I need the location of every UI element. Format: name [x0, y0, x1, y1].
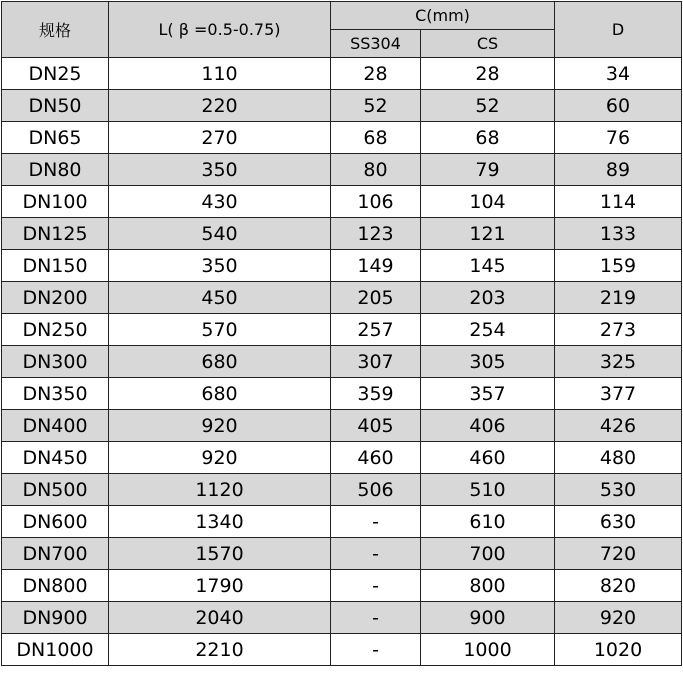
cell-d: 820	[555, 570, 682, 602]
cell-c-cs: 28	[421, 58, 555, 90]
cell-spec: DN450	[2, 442, 109, 474]
table-row	[2, 474, 682, 506]
cell-d: 60	[555, 90, 682, 122]
cell-c-ss304: -	[331, 506, 421, 538]
table-row	[2, 442, 682, 474]
header-row-top	[2, 2, 682, 30]
cell-c-ss304: 506	[331, 474, 421, 506]
cell-c-cs: 700	[421, 538, 555, 570]
cell-length: 270	[109, 122, 331, 154]
cell-c-ss304: 307	[331, 346, 421, 378]
table-header	[2, 2, 682, 58]
cell-length: 1120	[109, 474, 331, 506]
cell-c-cs: 406	[421, 410, 555, 442]
cell-c-ss304: 80	[331, 154, 421, 186]
cell-d: 920	[555, 602, 682, 634]
header-d: D	[555, 2, 682, 58]
cell-c-ss304: 149	[331, 250, 421, 282]
cell-c-ss304: 205	[331, 282, 421, 314]
header-length: L( β =0.5-0.75)	[109, 2, 331, 58]
cell-length: 2040	[109, 602, 331, 634]
cell-d: 480	[555, 442, 682, 474]
cell-d: 159	[555, 250, 682, 282]
table-row	[2, 90, 682, 122]
table-row	[2, 58, 682, 90]
cell-spec: DN300	[2, 346, 109, 378]
cell-length: 350	[109, 154, 331, 186]
cell-c-cs: 68	[421, 122, 555, 154]
table-row	[2, 218, 682, 250]
cell-c-ss304: 460	[331, 442, 421, 474]
cell-spec: DN200	[2, 282, 109, 314]
cell-spec: DN600	[2, 506, 109, 538]
cell-length: 1570	[109, 538, 331, 570]
cell-length: 110	[109, 58, 331, 90]
table-row	[2, 154, 682, 186]
cell-spec: DN900	[2, 602, 109, 634]
cell-d: 426	[555, 410, 682, 442]
cell-c-cs: 1000	[421, 634, 555, 666]
cell-length: 540	[109, 218, 331, 250]
cell-c-ss304: 28	[331, 58, 421, 90]
cell-length: 570	[109, 314, 331, 346]
table-row	[2, 410, 682, 442]
cell-c-ss304: 359	[331, 378, 421, 410]
cell-length: 680	[109, 346, 331, 378]
header-c-ss304: SS304	[331, 30, 421, 58]
table-row	[2, 506, 682, 538]
cell-d: 76	[555, 122, 682, 154]
cell-c-ss304: -	[331, 570, 421, 602]
cell-length: 1790	[109, 570, 331, 602]
cell-c-cs: 145	[421, 250, 555, 282]
header-c-group: C(mm)	[331, 2, 555, 30]
cell-spec: DN80	[2, 154, 109, 186]
cell-c-cs: 510	[421, 474, 555, 506]
cell-length: 680	[109, 378, 331, 410]
cell-spec: DN250	[2, 314, 109, 346]
cell-d: 133	[555, 218, 682, 250]
cell-spec: DN350	[2, 378, 109, 410]
cell-length: 430	[109, 186, 331, 218]
table-row	[2, 378, 682, 410]
cell-length: 920	[109, 410, 331, 442]
cell-c-cs: 203	[421, 282, 555, 314]
cell-spec: DN150	[2, 250, 109, 282]
cell-length: 450	[109, 282, 331, 314]
table-row	[2, 346, 682, 378]
header-spec: 规格	[2, 2, 109, 58]
cell-d: 114	[555, 186, 682, 218]
cell-spec: DN100	[2, 186, 109, 218]
cell-c-ss304: -	[331, 538, 421, 570]
cell-spec: DN1000	[2, 634, 109, 666]
cell-spec: DN800	[2, 570, 109, 602]
cell-spec: DN50	[2, 90, 109, 122]
cell-c-ss304: 257	[331, 314, 421, 346]
table-row	[2, 602, 682, 634]
cell-c-cs: 79	[421, 154, 555, 186]
cell-c-cs: 460	[421, 442, 555, 474]
cell-c-ss304: -	[331, 602, 421, 634]
cell-spec: DN65	[2, 122, 109, 154]
cell-length: 350	[109, 250, 331, 282]
cell-c-ss304: 405	[331, 410, 421, 442]
cell-d: 377	[555, 378, 682, 410]
table-body	[2, 58, 682, 666]
header-c-cs: CS	[421, 30, 555, 58]
cell-spec: DN25	[2, 58, 109, 90]
cell-c-cs: 900	[421, 602, 555, 634]
cell-c-cs: 800	[421, 570, 555, 602]
cell-c-cs: 305	[421, 346, 555, 378]
cell-spec: DN125	[2, 218, 109, 250]
cell-length: 220	[109, 90, 331, 122]
cell-c-cs: 121	[421, 218, 555, 250]
cell-d: 720	[555, 538, 682, 570]
cell-d: 89	[555, 154, 682, 186]
cell-d: 530	[555, 474, 682, 506]
table-row	[2, 570, 682, 602]
spec-table	[1, 1, 682, 666]
cell-d: 273	[555, 314, 682, 346]
cell-length: 1340	[109, 506, 331, 538]
table-row	[2, 634, 682, 666]
cell-c-ss304: 68	[331, 122, 421, 154]
cell-length: 2210	[109, 634, 331, 666]
cell-spec: DN400	[2, 410, 109, 442]
cell-d: 34	[555, 58, 682, 90]
cell-spec: DN700	[2, 538, 109, 570]
table-row	[2, 282, 682, 314]
cell-c-cs: 357	[421, 378, 555, 410]
cell-c-cs: 52	[421, 90, 555, 122]
cell-d: 219	[555, 282, 682, 314]
table-row	[2, 538, 682, 570]
cell-d: 630	[555, 506, 682, 538]
cell-c-cs: 254	[421, 314, 555, 346]
cell-c-cs: 104	[421, 186, 555, 218]
cell-spec: DN500	[2, 474, 109, 506]
cell-c-cs: 610	[421, 506, 555, 538]
cell-d: 1020	[555, 634, 682, 666]
cell-c-ss304: -	[331, 634, 421, 666]
cell-c-ss304: 123	[331, 218, 421, 250]
cell-d: 325	[555, 346, 682, 378]
table-row	[2, 250, 682, 282]
cell-length: 920	[109, 442, 331, 474]
table-row	[2, 314, 682, 346]
table-row	[2, 186, 682, 218]
table-row	[2, 122, 682, 154]
cell-c-ss304: 52	[331, 90, 421, 122]
cell-c-ss304: 106	[331, 186, 421, 218]
